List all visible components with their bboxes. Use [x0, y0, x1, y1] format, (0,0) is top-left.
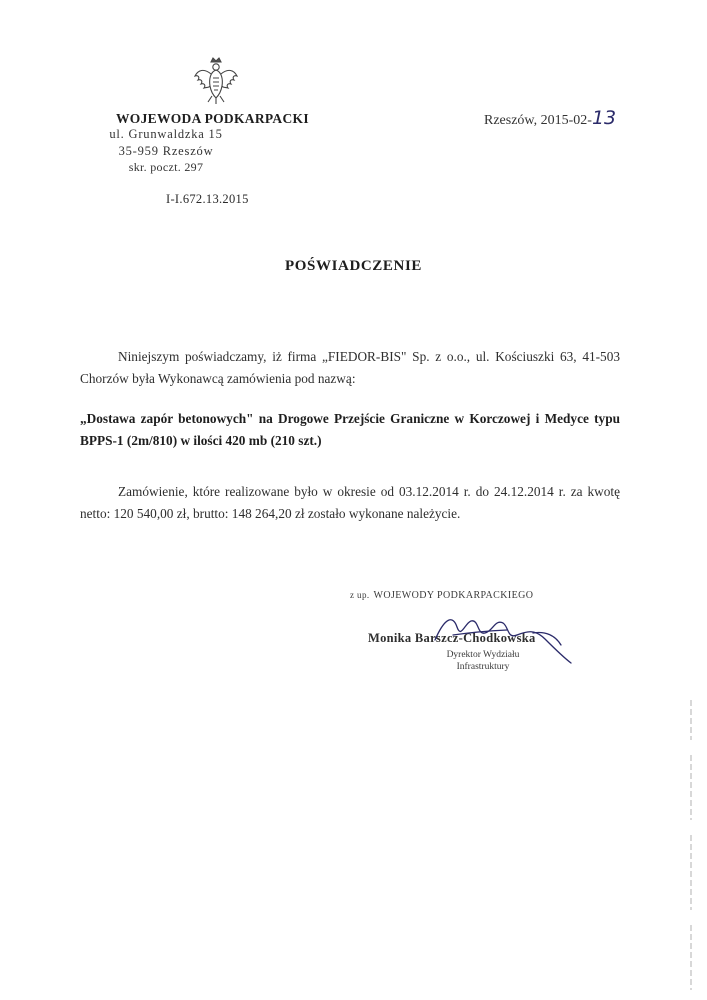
paragraph-certification: Niniejszym poświadczamy, iż firma „FIEDOR-BIS" Sp. z o.o., ul. Kościuszki 63, 41-503 Chorzów była Wykonawcą zamówienia pod nazwą:	[80, 349, 620, 386]
address-street: ul. Grunwaldzka 15	[109, 127, 223, 141]
paragraph-order-name: „Dostawa zapór betonowych" na Drogowe Przejście Graniczne w Korczowej i Medyce typu BPPS-1 (2m/810) w ilości 420 mb (210 szt.)	[80, 411, 620, 448]
eagle-emblem-icon	[192, 56, 240, 106]
issuing-authority: WOJEWODA PODKARPACKI	[116, 111, 309, 126]
place-date-printed: Rzeszów, 2015-02-	[484, 113, 592, 128]
handwritten-signature	[395, 605, 575, 670]
address-postal: 35-959 Rzeszów	[118, 144, 214, 158]
scan-edge-line	[690, 700, 692, 990]
reference-number: I-I.672.13.2015	[166, 192, 249, 206]
place-and-date	[484, 107, 616, 129]
document-title: POŚWIADCZENIE	[285, 258, 422, 274]
signatory-name: Monika Barszcz-Chodkowska	[368, 631, 536, 645]
address-pobox: skr. poczt. 297	[128, 160, 204, 174]
paragraph-completion: Zamówienie, które realizowane było w okresie od 03.12.2014 r. do 24.12.2014 r. za kwotę netto: 120 540,00 zł, brutto: 148 264,20 zł zostało wykonane należycie.	[80, 484, 620, 521]
handwritten-day: 13	[591, 107, 617, 129]
on-behalf-prefix: z up.	[350, 590, 370, 600]
signatory-title-line1: Dyrektor Wydziału	[446, 650, 520, 660]
signatory-title-line2: Infrastruktury	[456, 662, 510, 672]
signature-authority-line	[350, 590, 533, 601]
on-behalf-authority: WOJEWODY PODKARPACKIEGO	[373, 590, 534, 601]
